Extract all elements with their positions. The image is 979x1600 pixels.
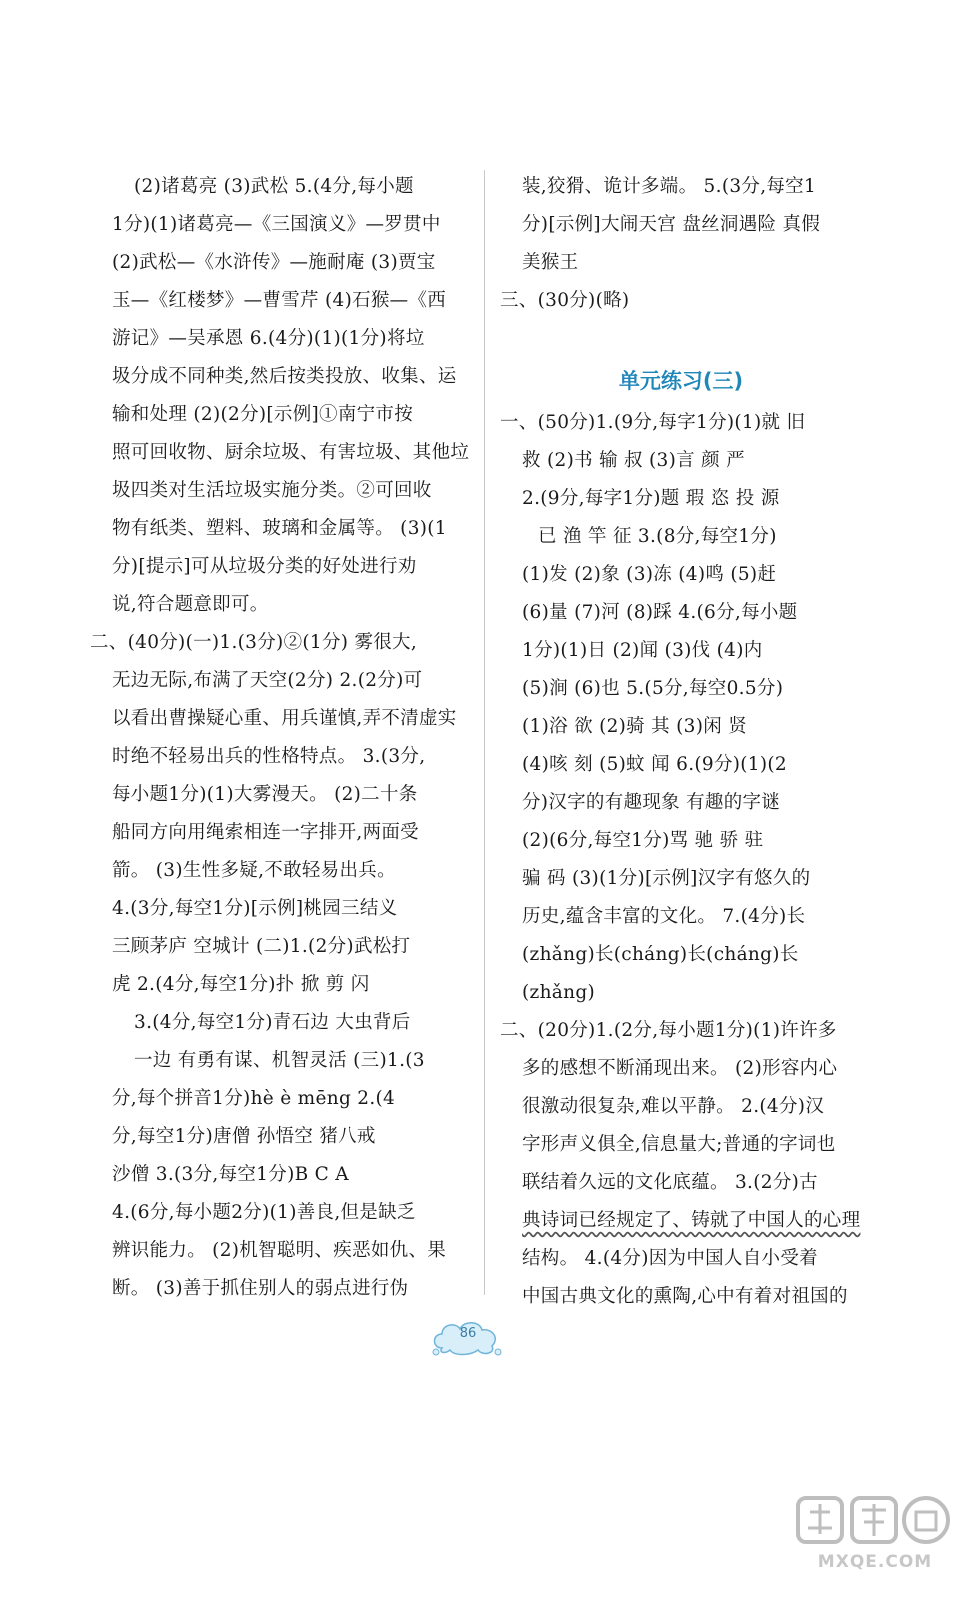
column-divider — [484, 170, 485, 1295]
text-line: 美猴王 — [522, 252, 579, 273]
text-line: (zhǎng) — [522, 982, 595, 1003]
text-line: 已 渔 竿 征 3.(8分,每空1分) — [538, 526, 777, 547]
watermark-text: MXQE.COM — [817, 1552, 933, 1572]
underlined-text-line: 典诗词已经规定了、铸就了中国人的心理 — [522, 1210, 861, 1231]
text-line: 字形声义俱全,信息量大;普通的字词也 — [522, 1134, 836, 1155]
section-heading-line: 三、(30分)(略) — [500, 290, 630, 311]
text-line: (6)量 (7)河 (8)踩 4.(6分,每小题 — [522, 602, 798, 623]
text-line: 很激动很复杂,难以平静。 2.(4分)汉 — [522, 1096, 825, 1117]
section-heading-line: 一、(50分)1.(9分,每字1分)(1)就 旧 — [500, 412, 806, 433]
text-line: 辨识能力。 (2)机智聪明、疾恶如仇、果 — [112, 1240, 447, 1261]
text-line: 断。 (3)善于抓住别人的弱点进行伪 — [112, 1278, 409, 1299]
text-line: 每小题1分)(1)大雾漫天。 (2)二十条 — [112, 784, 418, 805]
text-line: 三顾茅庐 空城计 (二)1.(2分)武松打 — [112, 936, 411, 957]
text-line: 船同方向用绳索相连一字排开,两面受 — [112, 822, 419, 843]
page-number-badge — [430, 1318, 506, 1358]
section-heading-line: 二、(20分)1.(2分,每小题1分)(1)许许多 — [500, 1020, 837, 1041]
text-line: 分)[示例]大闹天宫 盘丝洞遇险 真假 — [522, 214, 821, 235]
text-line: 一边 有勇有谋、机智灵活 (三)1.(3 — [134, 1050, 425, 1071]
left-column — [90, 168, 470, 1308]
text-line: 玉—《红楼梦》—曹雪芹 (4)石猴—《西 — [112, 290, 447, 311]
text-line: (1)发 (2)象 (3)冻 (4)鸣 (5)赶 — [522, 564, 777, 585]
text-line: 1分)(1)诸葛亮—《三国演义》—罗贯中 — [112, 214, 441, 235]
text-line: 无边无际,布满了天空(2分) 2.(2分)可 — [112, 670, 423, 691]
watermark — [790, 1490, 960, 1590]
text-line: 4.(6分,每小题2分)(1)善良,但是缺乏 — [112, 1202, 416, 1223]
section-heading-line: 二、(40分)(一)1.(3分)②(1分) 雾很大, — [90, 632, 418, 653]
text-line: 2.(9分,每字1分)题 瑕 恣 投 源 — [522, 488, 780, 509]
text-line: 箭。 (3)生性多疑,不敢轻易出兵。 — [112, 860, 396, 881]
text-line: 圾四类对生活垃圾实施分类。②可回收 — [112, 480, 432, 501]
text-line: 虎 2.(4分,每空1分)扑 掀 剪 闪 — [112, 974, 370, 995]
text-line: 4.(3分,每空1分)[示例]桃园三结义 — [112, 898, 398, 919]
text-line: 分)汉字的有趣现象 有趣的字谜 — [522, 792, 781, 813]
text-line: 沙僧 3.(3分,每空1分)B C A — [112, 1164, 349, 1185]
page-number: 86 — [459, 1326, 477, 1341]
text-line: 1分)(1)日 (2)闻 (3)伐 (4)内 — [522, 640, 763, 661]
text-line: 输和处理 (2)(2分)[示例]①南宁市按 — [112, 404, 414, 425]
text-line: 装,狡猾、诡计多端。 5.(3分,每空1 — [522, 176, 817, 197]
section-title: 单元练习(三) — [618, 369, 744, 393]
text-line: (2)诸葛亮 (3)武松 5.(4分,每小题 — [134, 176, 414, 197]
text-line: 骗 码 (3)(1分)[示例]汉字有悠久的 — [522, 868, 811, 889]
text-line: 以看出曹操疑心重、用兵谨慎,弄不清虚实 — [112, 708, 457, 729]
text-line: 中国古典文化的熏陶,心中有着对祖国的 — [522, 1286, 848, 1307]
watermark-logo-icon — [790, 1490, 960, 1552]
text-line: (2)(6分,每空1分)骂 驰 骄 驻 — [522, 830, 764, 851]
text-line: 说,符合题意即可。 — [112, 594, 269, 615]
text-line: 联结着久远的文化底蕴。 3.(2分)古 — [522, 1172, 818, 1193]
text-line: 时绝不轻易出兵的性格特点。 3.(3分, — [112, 746, 426, 767]
text-line: (4)咳 刻 (5)蚊 闻 6.(9分)(1)(2 — [522, 754, 787, 775]
text-line: (1)浴 欲 (2)骑 其 (3)闲 贤 — [522, 716, 748, 737]
text-line: 分,每空1分)唐僧 孙悟空 猪八戒 — [112, 1126, 376, 1147]
text-line: 救 (2)书 输 叔 (3)言 颜 严 — [522, 450, 745, 471]
text-line: 游记》—吴承恩 6.(4分)(1)(1分)将垃 — [112, 328, 425, 349]
text-line: (zhǎng)长(cháng)长(cháng)长 — [522, 944, 799, 965]
text-line: 结构。 4.(4分)因为中国人自小受着 — [522, 1248, 818, 1269]
text-line: (2)武松—《水浒传》—施耐庵 (3)贾宝 — [112, 252, 436, 273]
text-line: 分,每个拼音1分)hè è mēng 2.(4 — [112, 1088, 396, 1109]
text-line: (5)涧 (6)也 5.(5分,每空0.5分) — [522, 678, 784, 699]
text-line: 分)[提示]可从垃圾分类的好处进行劝 — [112, 556, 417, 577]
text-line: 圾分成不同种类,然后按类投放、收集、运 — [112, 366, 457, 387]
text-line: 3.(4分,每空1分)青石边 大虫背后 — [134, 1012, 411, 1033]
right-column — [500, 168, 862, 1316]
text-line: 多的感想不断涌现出来。 (2)形容内心 — [522, 1058, 838, 1079]
text-line: 历史,蕴含丰富的文化。 7.(4分)长 — [522, 906, 806, 927]
text-line: 照可回收物、厨余垃圾、有害垃圾、其他垃 — [112, 442, 470, 463]
text-line: 物有纸类、塑料、玻璃和金属等。 (3)(1 — [112, 518, 447, 539]
